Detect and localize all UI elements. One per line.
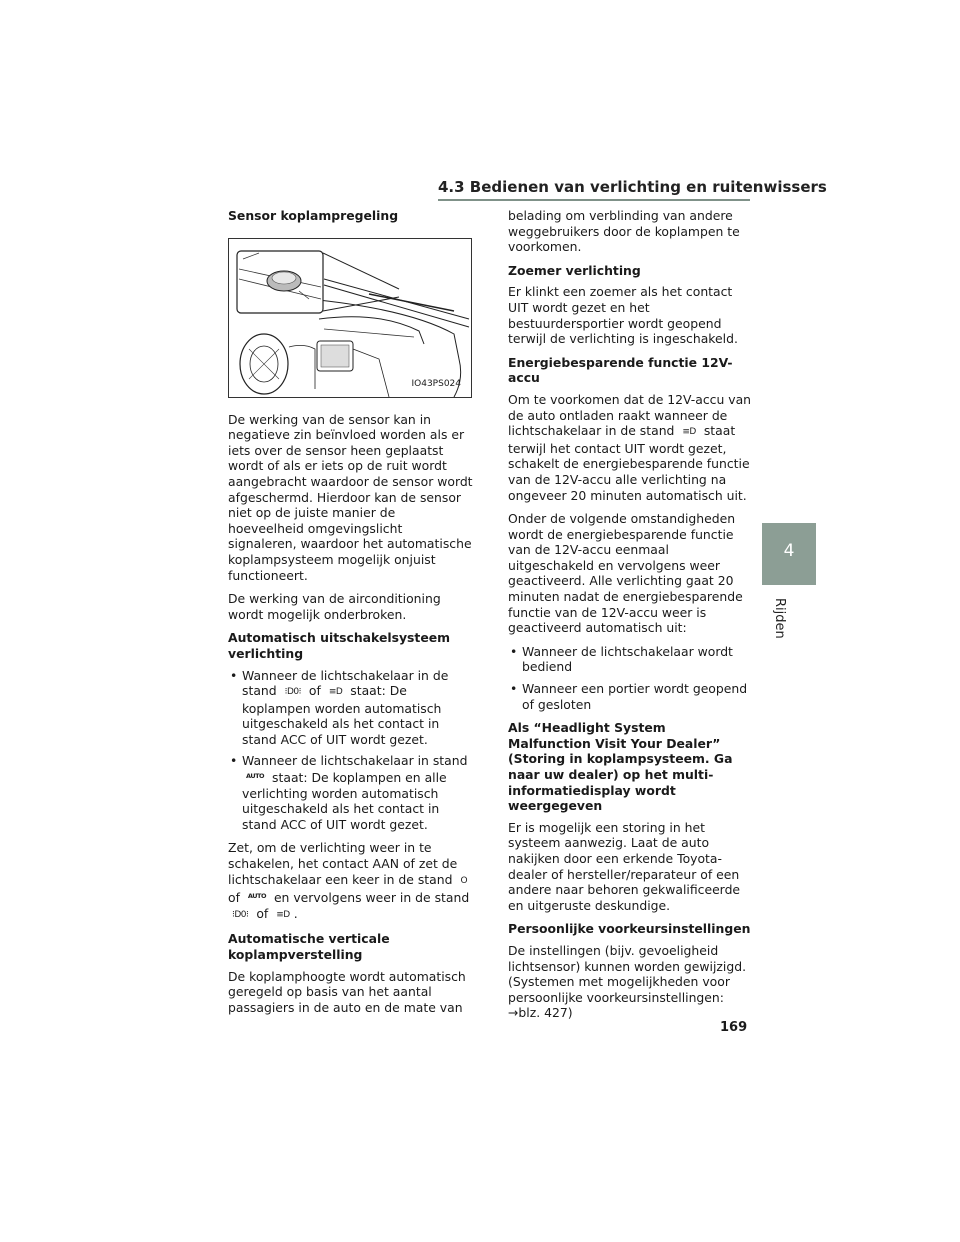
dashboard-illustration <box>228 238 472 398</box>
heading-personal: Persoonlijke voorkeursinstellingen <box>508 921 751 937</box>
paragraph: Om te voorkomen dat de 12V-accu van de auto ontladen raakt wanneer de lichtschakelaar in de stand ≡D staat terwijl het contact UIT wordt gezet, schakelt de energiebesparende functie van de 12V-accu alle verlichting na ongeveer 20 minuten automatisch uit. <box>508 391 752 503</box>
chapter-label: Rijden <box>772 598 787 639</box>
list-item: • Wanneer de lichtschakelaar in stand AUTO staat: De koplampen en alle verlichting worden automatisch uitgeschakeld als het contact in stand ACC of UIT wordt gezet. <box>228 753 474 832</box>
headlight-icon: ≡D <box>328 687 343 698</box>
parking-light-icon: ⁝D0⁝ <box>232 909 249 920</box>
right-column <box>508 208 752 1029</box>
paragraph: Zet, om de verlichting weer in te schakelen, het contact AAN of zet de lichtschakelaar een keer in de stand O of AUTO en vervolgens weer in de stand ⁝D0⁝ of ≡D . <box>228 840 474 923</box>
bullet-list <box>508 644 752 712</box>
bullet-list <box>228 668 474 833</box>
paragraph: De koplamphoogte wordt automatisch geregeld op basis van het aantal passagiers in de auto en de mate van <box>228 968 466 1015</box>
auto-icon: AUTO <box>247 892 266 901</box>
list-item: • Wanneer de lichtschakelaar wordt bediend <box>508 644 752 675</box>
section-header: 4.3 Bedienen van verlichting en ruitenwissers <box>438 178 827 196</box>
heading-sensor: Sensor koplampregeling <box>228 208 399 223</box>
list-item: • Wanneer de lichtschakelaar in de stand ⁝D0⁝ of ≡D staat: De koplampen worden automatisch uitgeschakeld als het contact in stand ACC of UIT wordt gezet. <box>228 668 474 748</box>
list-item: • Wanneer een portier wordt geopend of gesloten <box>508 681 752 712</box>
heading-vertical: Automatische verticale koplampverstelling <box>228 931 390 962</box>
auto-icon: AUTO <box>246 772 265 781</box>
dashboard-sensor-drawing <box>229 239 471 397</box>
heading-energy: Energiebesparende functie 12V-accu <box>508 354 733 386</box>
paragraph: De instellingen (bijv. gevoeligheid lichtsensor) kunnen worden gewijzigd. (Systemen met mogelijkheden voor persoonlijke voorkeursinstellingen: →blz. 427) <box>508 942 747 1021</box>
paragraph: Onder de volgende omstandigheden wordt de energiebesparende functie van de 12V-accu eenmaal uitgeschakeld en vervolgens weer geactiveerd. Alle verlichting gaat 20 minuten nadat de energiebesparende functie van de 12V-accu weer is geactiveerd automatisch uit: <box>508 511 743 636</box>
left-column <box>228 208 474 1023</box>
paragraph: belading om verblinding van andere weggebruikers door de koplampen te voorkomen. <box>508 208 740 255</box>
figure-label: IO43PS024 <box>411 379 461 389</box>
off-icon: O <box>460 875 468 886</box>
heading-buzzer: Zoemer verlichting <box>508 262 641 278</box>
parking-light-icon: ⁝D0⁝ <box>284 687 301 698</box>
headlight-icon: ≡D <box>276 909 290 920</box>
page-number: 169 <box>720 1020 748 1035</box>
chapter-tab <box>762 523 816 585</box>
chapter-number: 4 <box>783 541 795 561</box>
paragraph: Er is mogelijk een storing in het systeem aanwezig. Laat de auto nakijken door een erkende Toyota-dealer of hersteller/reparateur of een andere naar behoren gekwalificeerde en uitgeruste deskundige. <box>508 819 741 913</box>
heading-malfunction: Als “Headlight System Malfunction Visit Your Dealer” (Storing in koplampsysteem. Ga naar uw dealer) op het multi-informatiedisplay wordt weergegeven <box>508 720 733 814</box>
paragraph: De werking van de airconditioning wordt mogelijk onderbroken. <box>228 591 441 622</box>
header-rule <box>438 199 750 201</box>
headlight-icon: ≡D <box>682 427 696 438</box>
paragraph: De werking van de sensor kan in negatieve zin beïnvloed worden als er iets over de sensor heen geplaatst wordt of als er iets op de ruit wordt aangebracht waardoor de sensor wordt afgeschermd. Hierdoor kan de sensor niet op de juiste manier de hoeveelheid omgevingslicht signaleren, waardoor het automatische koplampsysteem mogelijk onjuist functioneert. <box>228 411 473 583</box>
paragraph: Er klinkt een zoemer als het contact UIT wordt gezet en het bestuurdersportier wordt geopend terwijl de verlichting is ingeschakeld. <box>508 284 738 347</box>
heading-auto-off: Automatisch uitschakelsysteem verlichting <box>228 630 451 661</box>
